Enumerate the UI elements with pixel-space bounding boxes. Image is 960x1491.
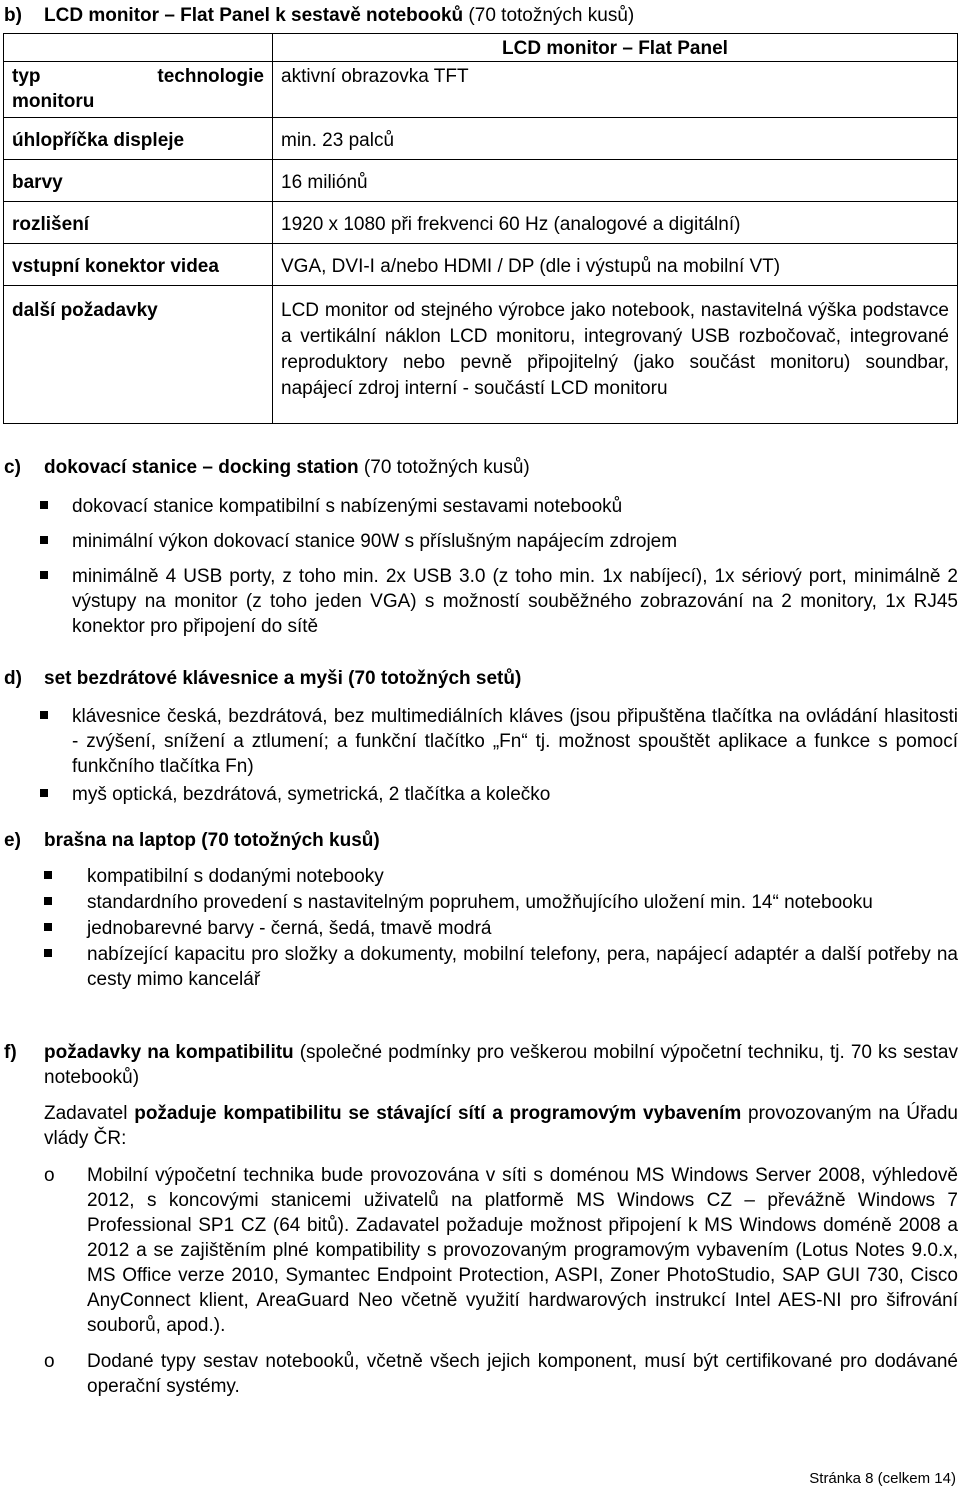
- row-label-colors: barvy: [4, 160, 273, 202]
- section-f-list: [0, 1163, 958, 1399]
- row-label-diagonal: úhlopříčka displeje: [4, 118, 273, 160]
- row-label-resolution: rozlišení: [4, 202, 273, 244]
- row-label-other: další požadavky: [4, 286, 273, 424]
- table-row: [4, 160, 958, 202]
- section-e-label: e): [4, 830, 21, 851]
- square-bullet-icon: [40, 501, 48, 509]
- square-bullet-icon: [40, 571, 48, 579]
- list-item: minimální výkon dokovací stanice 90W s příslušným napájecím zdrojem: [0, 529, 958, 554]
- row-label-type: typ technologie monitoru: [4, 62, 273, 118]
- square-bullet-icon: [44, 923, 52, 931]
- circle-bullet-icon: o: [44, 1351, 55, 1372]
- section-b-subtitle: (70 totožných kusů): [463, 5, 635, 26]
- section-b-title: LCD monitor – Flat Panel k sestavě notebooků: [44, 5, 464, 26]
- row-value-other: LCD monitor od stejného výrobce jako notebook, nastavitelná výška podstavce a vertikální náklon LCD monitoru, integrovaný USB rozbočovač, integrované reproduktory nebo pevně připojitelný (jako součást monitoru) soundbar, napájecí zdroj interní - součástí LCD monitoru: [273, 286, 958, 424]
- list-item: dokovací stanice kompatibilní s nabízenými sestavami notebooků: [0, 494, 958, 519]
- row-value-diagonal: min. 23 palců: [273, 118, 958, 160]
- list-item: kompatibilní s dodanými notebooky: [0, 864, 958, 889]
- section-e-list: [0, 864, 958, 992]
- square-bullet-icon: [40, 711, 48, 719]
- section-e-heading: [4, 828, 380, 853]
- table-row: [4, 244, 958, 286]
- section-c-label: c): [4, 457, 21, 478]
- row-value-video-input: VGA, DVI-I a/nebo HDMI / DP (dle i výstupů na mobilní VT): [273, 244, 958, 286]
- square-bullet-icon: [44, 871, 52, 879]
- table-row: [4, 62, 958, 118]
- square-bullet-icon: [40, 536, 48, 544]
- section-b-label: b): [4, 5, 22, 26]
- row-label-video-input: vstupní konektor videa: [4, 244, 273, 286]
- square-bullet-icon: [40, 789, 48, 797]
- list-item: standardního provedení s nastavitelným popruhem, umožňujícího uložení min. 14“ notebooku: [0, 890, 958, 915]
- table-row: [4, 202, 958, 244]
- section-f-subtitle: (společné podmínky pro veškerou mobilní výpočetní techniku, tj. 70 ks sestav notebooků): [44, 1042, 958, 1088]
- section-c-title: dokovací stanice – docking station: [44, 457, 359, 478]
- table-row: [4, 118, 958, 160]
- table-header-row: [4, 34, 958, 62]
- table-row: [4, 286, 958, 424]
- section-d-list: [0, 704, 958, 807]
- section-f-title: požadavky na kompatibilitu: [44, 1042, 294, 1063]
- section-c-subtitle: (70 totožných kusů): [358, 457, 530, 478]
- list-item: nabízející kapacitu pro složky a dokumenty, mobilní telefony, pera, napájecí adaptér a další potřeby na cesty mimo kancelář: [0, 942, 958, 992]
- square-bullet-icon: [44, 949, 52, 957]
- list-item: myš optická, bezdrátová, symetrická, 2 tlačítka a kolečko: [0, 782, 958, 807]
- section-d-heading: [4, 666, 521, 691]
- section-c-heading: [4, 455, 530, 480]
- square-bullet-icon: [44, 897, 52, 905]
- monitor-spec-table: [3, 33, 958, 424]
- section-b-heading: [4, 3, 634, 28]
- list-item: jednobarevné barvy - černá, šedá, tmavě modrá: [0, 916, 958, 941]
- table-header: LCD monitor – Flat Panel: [273, 34, 958, 62]
- section-d-title: set bezdrátové klávesnice a myši (70 totožných setů): [44, 668, 522, 689]
- section-f-heading: [4, 1040, 958, 1090]
- row-value-resolution: 1920 x 1080 při frekvenci 60 Hz (analogové a digitální): [273, 202, 958, 244]
- circle-bullet-icon: o: [44, 1165, 55, 1186]
- list-item: klávesnice česká, bezdrátová, bez multimediálních kláves (jsou připuštěna tlačítka na ovládání hlasitosti - zvýšení, snížení a ztlumení; a funkční tlačítko „Fn“ tj. možnost spouštět aplikace a funkce s pomocí funkčního tlačítka Fn): [0, 704, 958, 779]
- list-item: o Dodané typy sestav notebooků, včetně všech jejich komponent, musí být certifikované pro dodávané operační systémy.: [44, 1351, 958, 1397]
- section-e-title: brašna na laptop (70 totožných kusů): [44, 830, 380, 851]
- section-d-label: d): [4, 668, 22, 689]
- list-item: minimálně 4 USB porty, z toho min. 2x USB 3.0 (z toho min. 1x nabíjecí), 1x sériový port, minimálně 2 výstupy na monitor (z toho jeden VGA) s možností souběžného zobrazování na 2 monitory, 1x RJ45 konektor pro připojení do sítě: [0, 564, 958, 639]
- section-c-list: [0, 494, 958, 639]
- list-item: o Mobilní výpočetní technika bude provozována v síti s doménou MS Windows Server 2008, výhledově 2012, s koncovými stanicemi uživatelů na platformě MS Windows CZ – převážně Windows 7 Professional SP1 CZ (64 bitů). Zadavatel požaduje možnost připojení k MS Windows doméně 2008 a 2012 a se zajištěním plné kompatibility s provozovaným programovým vybavením (Lotus Notes 9.0.x, MS Office verze 2010, Symantec Endpoint Protection, ASPI, Zoner PhotoStudio, SAP GUI 730, Cisco AnyConnect klient, AreaGuard Neo včetně využití hardwarových instrukcí Intel AES-NI pro šifrování souborů, apod.).: [44, 1165, 958, 1336]
- section-f-label: f): [4, 1042, 17, 1063]
- page-number: Stránka 8 (celkem 14): [809, 1470, 956, 1487]
- section-f-intro: Zadavatel požaduje kompatibilitu se stávající sítí a programovým vybavením provozovaným na Úřadu vlády ČR:: [44, 1103, 958, 1149]
- row-value-colors: 16 miliónů: [273, 160, 958, 202]
- row-value-type: aktivní obrazovka TFT: [273, 62, 958, 118]
